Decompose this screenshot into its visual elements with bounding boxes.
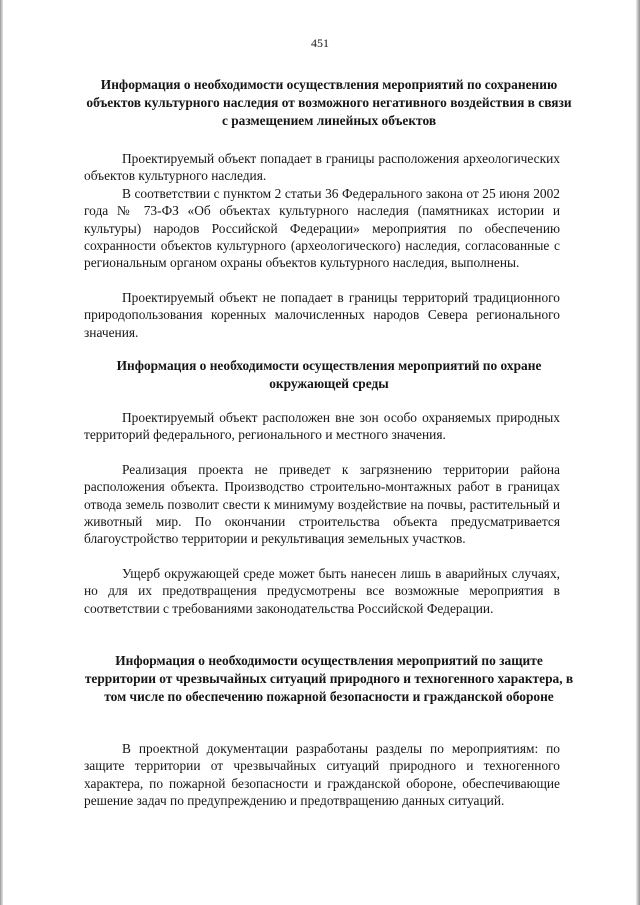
paragraph: Проектируемый объект не попадает в границы территорий традиционного природопользования коренных малочисленных народов Севера регионального значения. (84, 290, 560, 340)
paragraph: Проектируемый объект попадает в границы расположения археологических объектов культурного наследия. (84, 151, 560, 184)
paragraph: В соответствии с пунктом 2 статьи 36 Федерального закона от 25 июня 2002 года № 73-ФЗ «Об объектах культурного наследия (памятниках истории и культуры) народов Российской Федерации» мероприятия по обеспечению сохранности объектов культурного (археологического) наследия, согласованные с региональным органом охраны объектов культурного наследия, выполнены. (84, 186, 560, 271)
paragraph: Ущерб окружающей среде может быть нанесен лишь в аварийных случаях, но для их предотвращения предусмотрены все возможные мероприятия в соответствии с требованиями законодательства Российской Федерации. (84, 566, 560, 616)
section-heading-environment: Информация о необходимости осуществления мероприятий по охране окружающей среды (116, 358, 542, 391)
paragraph: Проектируемый объект расположен вне зон особо охраняемых природных территорий федерального, регионального и местного значения. (84, 410, 560, 443)
page-number: 451 (311, 36, 329, 50)
paragraph: Реализация проекта не приведет к загрязнению территории района расположения объекта. Производство строительно-монтажных работ в границах отвода земель позволит свести к минимуму воздействие на почвы, растительный и животный мир. По окончании строительства объекта предусматривается благоустройство территории и рекультивация земельных участков. (84, 462, 560, 547)
scan-edge-left (0, 0, 3, 905)
paragraph: В проектной документации разработаны разделы по мероприятиям: по защите территории от чрезвычайных ситуаций природного и техногенного характера, по пожарной безопасности и гражданской обороне, обеспечивающие решение задач по предупреждению и предотвращению данных ситуаций. (84, 741, 560, 808)
scan-edge-right (636, 0, 640, 905)
section-heading-emergency: Информация о необходимости осуществления мероприятий по защите территории от чрезвычайных ситуаций природного и техногенного характера, в том числе по обеспечению пожарной безопасности и гражданской обороне (84, 653, 574, 704)
section-heading-cultural-heritage: Информация о необходимости осуществления мероприятий по сохранению объектов культурного наследия от возможного негативного воздействия в связи с размещением линейных объектов (86, 77, 572, 128)
